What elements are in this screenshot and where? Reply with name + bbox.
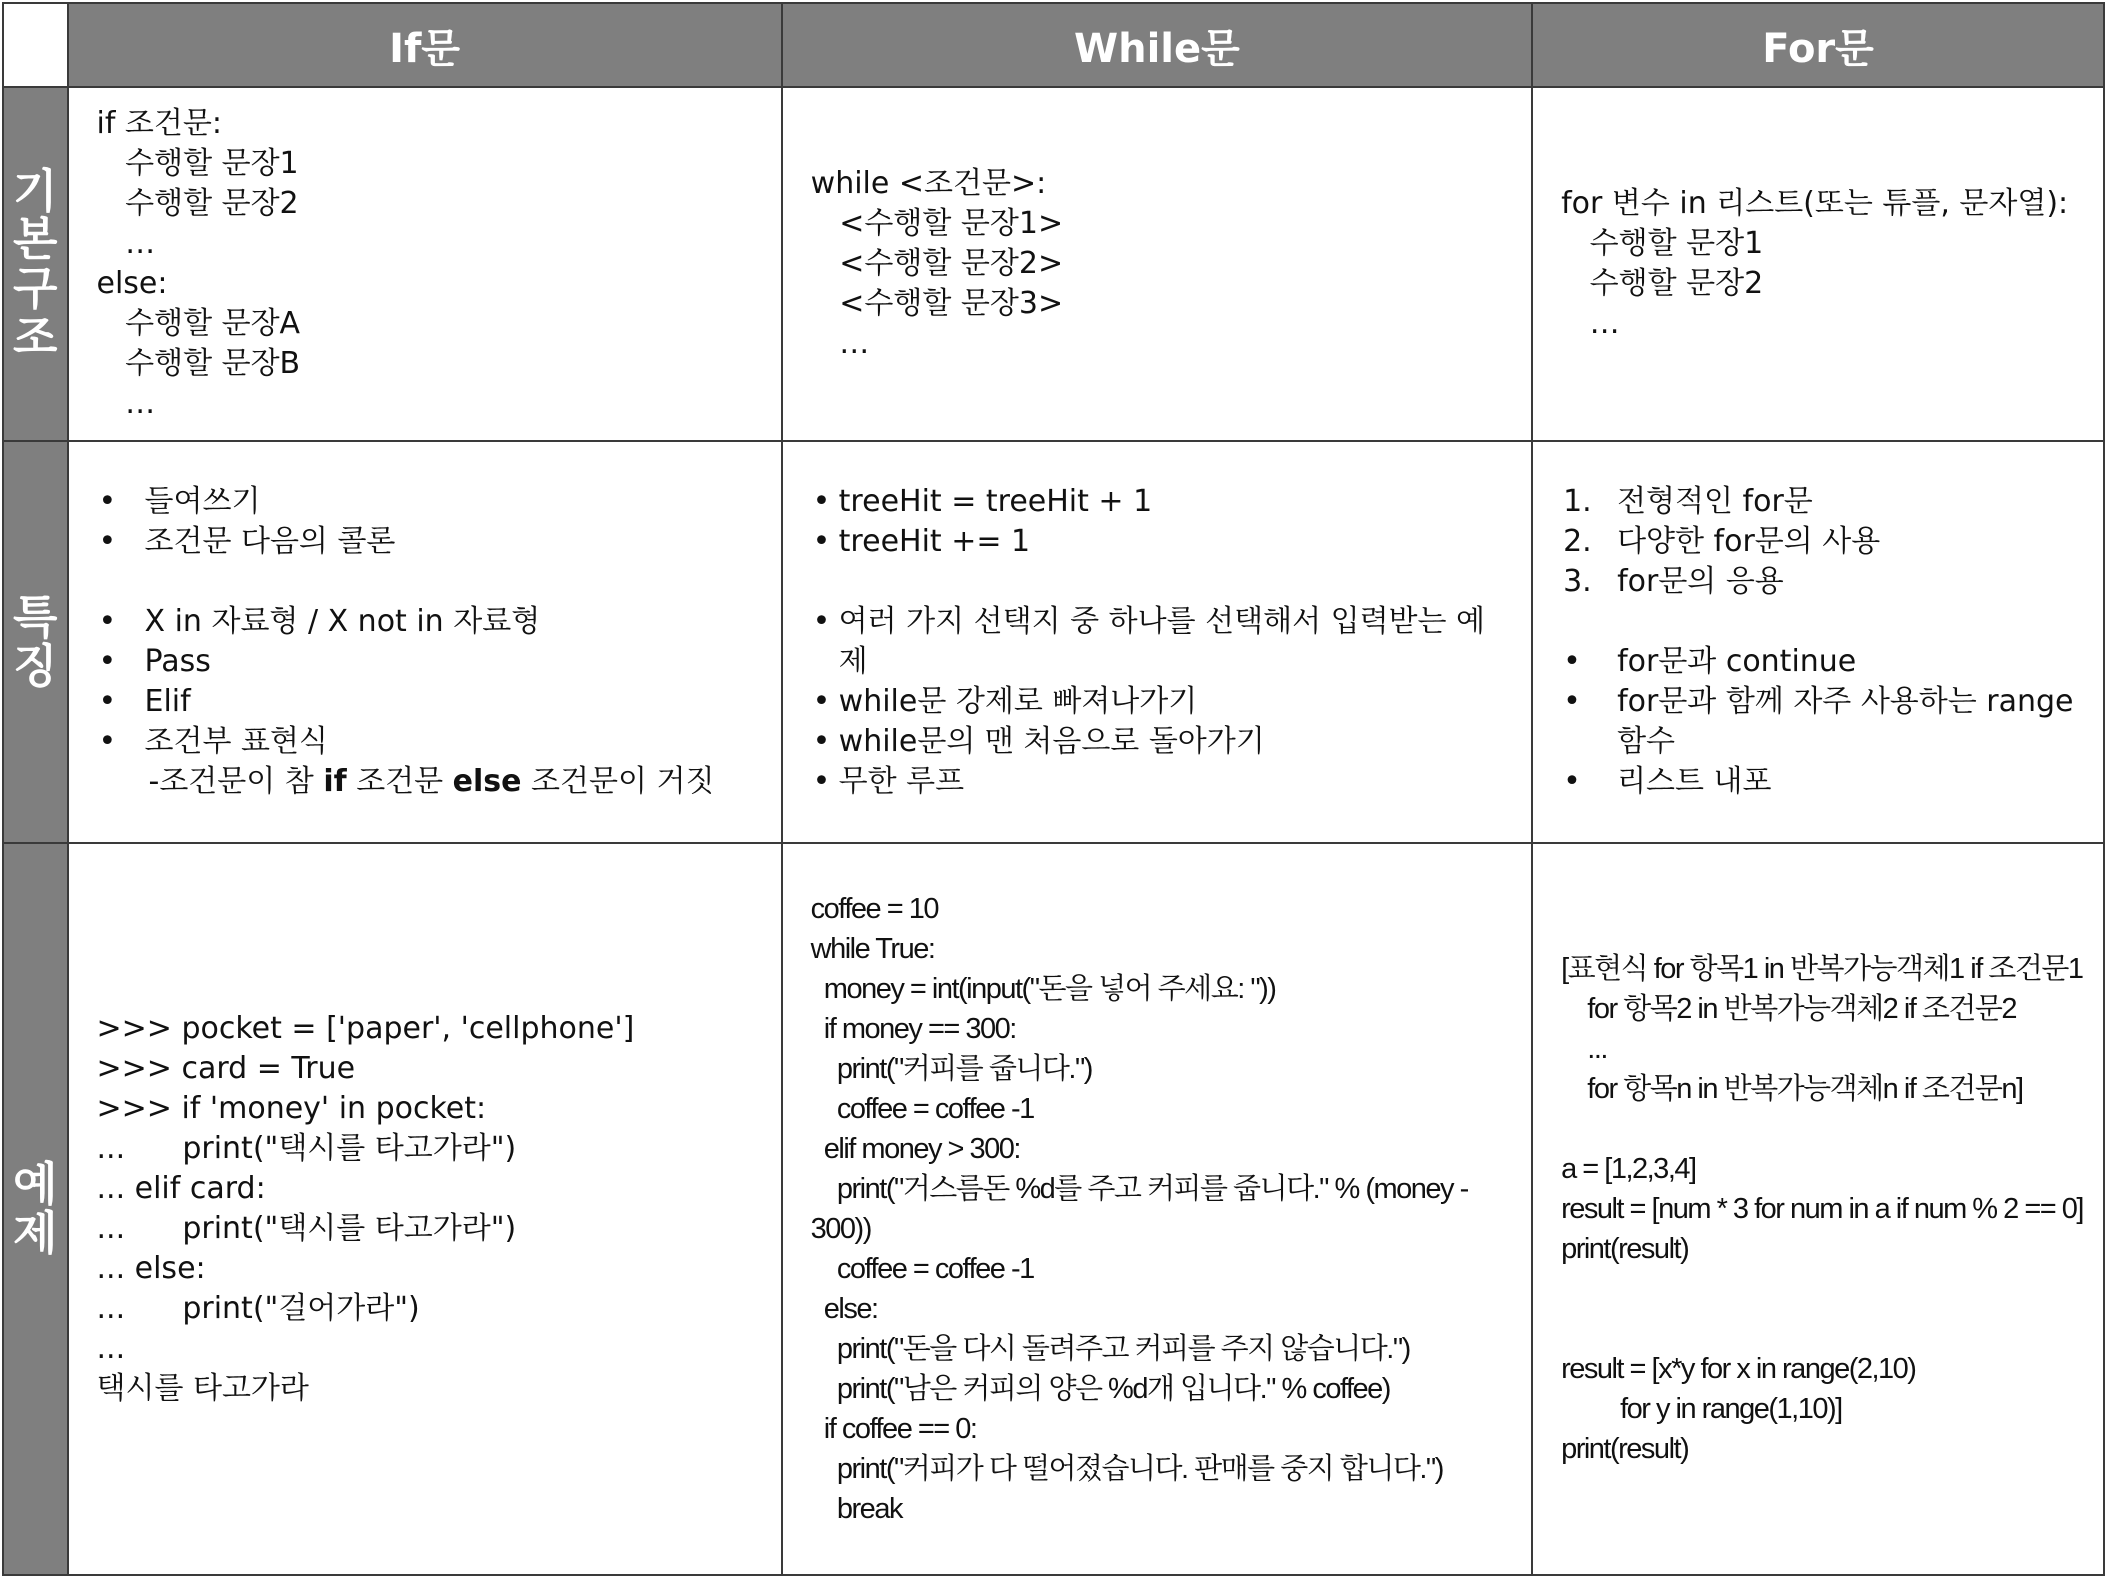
code-line: elif money > 300:: [810, 1133, 1020, 1165]
code-line: [표현식 for 항목1 in 반복가능객체1 if 조건문1: [1561, 953, 2083, 985]
row-label-char: 제: [13, 1206, 58, 1260]
code-line: print("남은 커피의 양은 %d개 입니다." % coffee): [810, 1373, 1390, 1405]
row-label-basic: [3, 87, 68, 441]
item-text: for문의 응용: [1617, 564, 1784, 599]
code-line: …: [96, 386, 156, 421]
code-line: …: [1561, 306, 1620, 341]
code-line: if 조건문:: [96, 106, 222, 141]
examples-while-cell: [782, 843, 1532, 1575]
code-line: print("거스름돈 %d를 주고 커피를 줍니다." % (money -: [810, 1173, 1468, 1205]
code-line: coffee = coffee -1: [810, 1093, 1034, 1125]
code-line: print("커피가 다 떨어졌습니다. 판매를 중지 합니다."): [810, 1453, 1443, 1485]
code-line: ... print("택시를 타고가라"): [96, 1131, 517, 1166]
code-line: coffee = 10: [810, 893, 938, 925]
feature-list: [97, 602, 761, 762]
examples-if-cell: [68, 843, 782, 1575]
code-line: result = [num * 3 for num in a if num % 2 == 0]: [1561, 1193, 2083, 1225]
code-line: ... elif card:: [96, 1171, 266, 1206]
item-text: 전형적인 for문: [1617, 484, 1813, 519]
corner-cell: [3, 3, 68, 87]
code-line: print("돈을 다시 돌려주고 커피를 주지 않습니다."): [810, 1333, 1410, 1365]
code-line: if coffee == 0:: [810, 1413, 977, 1445]
features-for-cell: [1532, 441, 2104, 843]
basic-if-cell: [68, 87, 782, 441]
list-item: • 리스트 내포: [1561, 762, 2083, 802]
code-line: >>> pocket = ['paper', 'cellphone']: [96, 1011, 635, 1046]
code-line: >>> if 'money' in pocket:: [96, 1091, 487, 1126]
basic-for-cell: [1532, 87, 2104, 441]
code-line: ... print("걸어가라"): [96, 1291, 420, 1326]
code-line: 300)): [810, 1213, 871, 1245]
features-while-cell: [782, 441, 1532, 843]
code-line: money = int(input("돈을 넣어 주세요: ")): [810, 973, 1276, 1005]
row-label-char: 본: [13, 212, 58, 267]
header-while: While문: [782, 3, 1532, 87]
list-item: • 여러 가지 선택지 중 하나를 선택해서 입력받는 예제: [811, 602, 1511, 682]
feature-list: [1561, 642, 2083, 802]
examples-for-cell: [1532, 843, 2104, 1575]
code-line: for y in range(1,10)]: [1561, 1393, 1842, 1425]
code-line: 택시를 타고가라: [96, 1371, 309, 1406]
code-line: if money == 300:: [810, 1013, 1016, 1045]
code-line: 수행할 문장A: [96, 306, 301, 341]
row-label-char: 징: [13, 639, 58, 693]
item-number: 3.: [1563, 564, 1592, 599]
code-line: result = [x*y for x in range(2,10): [1561, 1353, 1916, 1385]
code-line: while <조건문>:: [810, 166, 1047, 201]
header-row: [3, 3, 2104, 87]
code-line: 수행할 문장1: [96, 146, 299, 181]
row-features: [3, 441, 2104, 843]
code-line: break: [810, 1493, 902, 1525]
code-line: coffee = coffee -1: [810, 1253, 1034, 1285]
code-line: <수행할 문장2>: [810, 246, 1064, 281]
code-line: a = [1,2,3,4]: [1561, 1153, 1696, 1185]
list-item: • for문과 함께 자주 사용하는 range 함수: [1561, 682, 2083, 762]
row-label-char: 예: [13, 1157, 58, 1212]
row-label-char: 구: [13, 261, 58, 315]
features-if-cell: [68, 441, 782, 843]
conditional-suffix: 조건문이 거짓: [521, 764, 715, 799]
row-examples: [3, 843, 2104, 1575]
list-item: [1561, 562, 2083, 602]
row-label-char: 기: [13, 163, 58, 218]
code-line: for 항목n in 반복가능객체n if 조건문n]: [1561, 1073, 2023, 1105]
feature-list: [811, 482, 1511, 562]
code-line: for 변수 in 리스트(또는 튜플, 문자열):: [1561, 186, 2069, 221]
header-for: For문: [1532, 3, 2104, 87]
list-item: • Elif: [97, 682, 761, 722]
row-basic-structure: [3, 87, 2104, 441]
list-item: [1561, 522, 2083, 562]
code-line: ... else:: [96, 1251, 206, 1286]
header-if: If문: [68, 3, 782, 87]
keyword-else: else: [452, 764, 522, 799]
list-item: • while문의 맨 처음으로 돌아가기: [811, 722, 1511, 762]
row-label-char: 조: [13, 309, 58, 364]
list-item: • treeHit = treeHit + 1: [811, 482, 1511, 522]
row-label-char: 특: [13, 590, 58, 645]
list-item: • 조건문 다음의 콜론: [97, 522, 761, 562]
list-item: • 조건부 표현식: [97, 722, 761, 762]
conditional-mid: 조건문: [346, 764, 453, 799]
conditional-prefix: -조건문이 참: [148, 764, 324, 799]
numbered-list: [1561, 482, 2083, 602]
list-item: • Pass: [97, 642, 761, 682]
code-line: else:: [96, 266, 168, 301]
code-line: 수행할 문장2: [96, 186, 299, 221]
code-line: while True:: [810, 933, 935, 965]
conditional-expression: [97, 762, 761, 802]
list-item: • X in 자료형 / X not in 자료형: [97, 602, 761, 642]
list-item: • for문과 continue: [1561, 642, 2083, 682]
list-item: • 무한 루프: [811, 762, 1511, 802]
code-line: …: [96, 226, 156, 261]
code-line: ... print("택시를 타고가라"): [96, 1211, 517, 1246]
feature-list: [811, 602, 1511, 802]
code-line: for 항목2 in 반복가능객체2 if 조건문2: [1561, 993, 2017, 1025]
code-line: print(result): [1561, 1233, 1689, 1265]
row-label-features: [3, 441, 68, 843]
code-line: print(result): [1561, 1433, 1689, 1465]
item-text: 다양한 for문의 사용: [1617, 524, 1881, 559]
control-flow-table: [2, 2, 2105, 1576]
list-item: • while문 강제로 빠져나가기: [811, 682, 1511, 722]
item-number: 2.: [1563, 524, 1592, 559]
basic-while-cell: [782, 87, 1532, 441]
list-item: • treeHit += 1: [811, 522, 1511, 562]
keyword-if: if: [323, 764, 347, 799]
code-line: …: [810, 326, 870, 361]
list-item: [1561, 482, 2083, 522]
code-line: else:: [810, 1293, 878, 1325]
code-line: ...: [96, 1331, 126, 1366]
code-line: <수행할 문장1>: [810, 206, 1064, 241]
feature-list: [97, 482, 761, 562]
code-line: ...: [1561, 1033, 1607, 1065]
code-line: >>> card = True: [96, 1051, 356, 1086]
row-label-examples: [3, 843, 68, 1575]
code-line: 수행할 문장B: [96, 346, 301, 381]
item-number: 1.: [1563, 484, 1592, 519]
code-line: 수행할 문장1: [1561, 226, 1764, 261]
code-line: print("커피를 줍니다."): [810, 1053, 1092, 1085]
code-line: 수행할 문장2: [1561, 266, 1764, 301]
code-line: <수행할 문장3>: [810, 286, 1064, 321]
list-item: • 들여쓰기: [97, 482, 761, 522]
